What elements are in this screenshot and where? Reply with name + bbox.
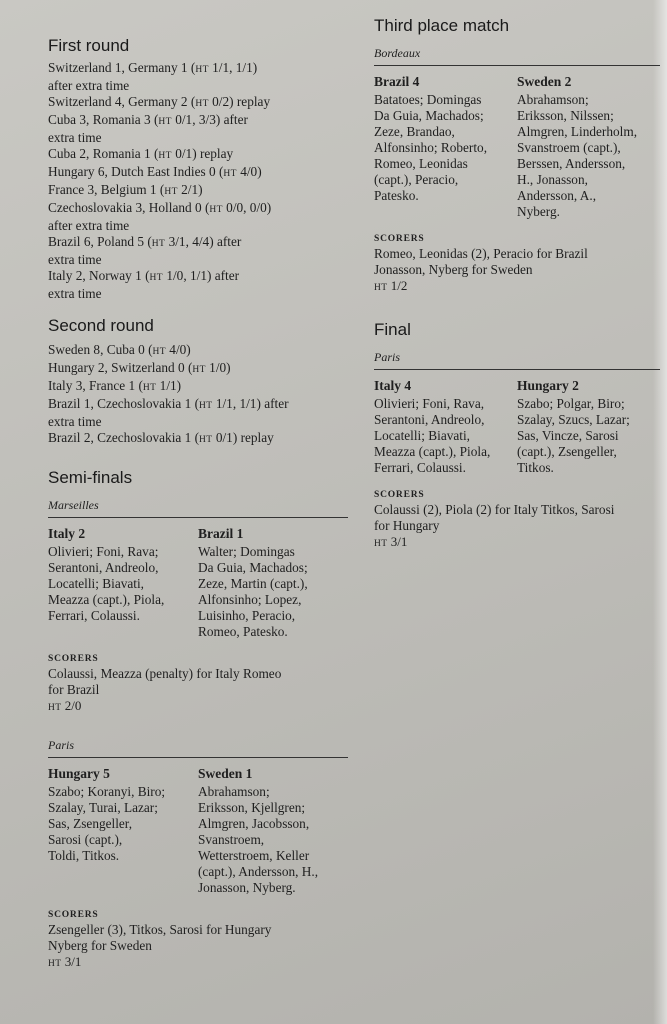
team-players (374, 396, 513, 476)
text-line: (capt.), Andersson, H., (198, 864, 319, 879)
lineups (374, 74, 660, 220)
scorers-label: SCORERS (374, 490, 425, 500)
divider (374, 65, 660, 66)
text-line: Romeo, Patesko. (198, 624, 288, 639)
text-line: Zsengeller (3), Titkos, Sarosi for Hungary (48, 922, 272, 937)
text-line: Jonasson, Nyberg for Sweden (374, 262, 533, 277)
text-line: Romeo, Leonidas (374, 156, 468, 171)
team-lineup (517, 378, 660, 476)
divider (48, 517, 348, 518)
team-name: Hungary 5 (48, 766, 110, 781)
text-line: Olivieri; Foni, Rava; (48, 544, 159, 559)
result-line: Brazil 2, Czechoslovakia 1 (HT 0/1) replay (48, 430, 274, 445)
text-line: Svanstroem, (198, 832, 265, 847)
semi-finals-section (48, 468, 348, 972)
scorers-text (374, 246, 660, 278)
scorers-text (48, 666, 348, 698)
team-name: Brazil 4 (374, 74, 420, 89)
team-lineup (517, 74, 660, 220)
semi-finals-title: Semi-finals (48, 468, 133, 487)
team-lineup (48, 766, 198, 896)
match-venue: Paris (374, 350, 401, 364)
result-line: France 3, Belgium 1 (HT 2/1) (48, 182, 203, 197)
scorers-label: SCORERS (48, 910, 99, 920)
match-venue: Bordeaux (374, 46, 421, 60)
team-lineup (374, 378, 517, 476)
third-place-title: Third place match (374, 16, 510, 35)
match-venue: Marseilles (48, 498, 99, 512)
half-time-score: HT 2/0 (48, 698, 82, 713)
final-title: Final (374, 320, 411, 339)
text-line: Zeze, Martin (capt.), (198, 576, 308, 591)
text-line: Andersson, A., (517, 188, 597, 203)
half-time-score: HT 3/1 (374, 534, 408, 549)
team-players (198, 784, 344, 896)
text-line: Locatelli; Biavati, (48, 576, 144, 591)
right-column (374, 16, 660, 552)
text-line: Abrahamson; (517, 92, 589, 107)
result-line: Sweden 8, Cuba 0 (HT 4/0) (48, 342, 191, 357)
scorers-text (374, 502, 660, 534)
text-line: (capt.), Peracio, (374, 172, 459, 187)
lineups (48, 526, 348, 640)
team-players (48, 784, 194, 864)
text-line: Walter; Domingas (198, 544, 295, 559)
text-line: (capt.), Zsengeller, (517, 444, 617, 459)
text-line: Da Guia, Machados; (198, 560, 308, 575)
result-line: extra time (48, 252, 102, 267)
team-name: Italy 4 (374, 378, 412, 393)
first-round-results (48, 60, 348, 302)
team-players (48, 544, 194, 624)
text-line: Alfonsinho; Lopez, (198, 592, 302, 607)
text-line: Szabo; Koranyi, Biro; (48, 784, 166, 799)
text-line: Jonasson, Nyberg. (198, 880, 296, 895)
text-line: Nyberg. (517, 204, 560, 219)
text-line: Szalay, Turai, Lazar; (48, 800, 158, 815)
result-line: Brazil 6, Poland 5 (HT 3/1, 4/4) after (48, 234, 242, 249)
result-line: after extra time (48, 78, 130, 93)
team-name: Hungary 2 (517, 378, 579, 393)
text-line: Serantoni, Andreolo, (48, 560, 159, 575)
text-line: Berssen, Andersson, (517, 156, 626, 171)
text-line: Sarosi (capt.), (48, 832, 123, 847)
text-line: H., Jonasson, (517, 172, 588, 187)
team-lineup (48, 526, 198, 640)
text-line: Eriksson, Nilssen; (517, 108, 614, 123)
third-place-section (374, 16, 660, 296)
result-line: extra time (48, 286, 102, 301)
result-line: Italy 3, France 1 (HT 1/1) (48, 378, 182, 393)
second-round-results (48, 342, 348, 448)
semi-final-match-1 (48, 498, 348, 716)
result-line: extra time (48, 414, 102, 429)
semi-final-match-2 (48, 738, 348, 972)
result-line: Italy 2, Norway 1 (HT 1/0, 1/1) after (48, 268, 240, 283)
text-line: Patesko. (374, 188, 419, 203)
team-players (374, 92, 513, 204)
match-venue: Paris (48, 738, 75, 752)
second-round-title: Second round (48, 316, 154, 335)
text-line: Romeo, Leonidas (2), Peracio for Brazil (374, 246, 588, 261)
text-line: Meazza (capt.), Piola, (374, 444, 491, 459)
text-line: Ferrari, Colaussi. (48, 608, 140, 623)
result-line: Cuba 3, Romania 3 (HT 0/1, 3/3) after (48, 112, 248, 127)
result-line: Hungary 6, Dutch East Indies 0 (HT 4/0) (48, 164, 262, 179)
team-name: Italy 2 (48, 526, 86, 541)
result-line: Czechoslovakia 3, Holland 0 (HT 0/0, 0/0) (48, 200, 272, 215)
scorers-text (48, 922, 348, 954)
text-line: Titkos. (517, 460, 554, 475)
team-name: Sweden 1 (198, 766, 253, 781)
team-name: Sweden 2 (517, 74, 572, 89)
text-line: Svanstroem (capt.), (517, 140, 621, 155)
text-line: Colaussi, Meazza (penalty) for Italy Romeo (48, 666, 282, 681)
text-line: Locatelli; Biavati, (374, 428, 470, 443)
result-line: after extra time (48, 218, 130, 233)
team-players (198, 544, 344, 640)
text-line: Ferrari, Colaussi. (374, 460, 466, 475)
half-time-score: HT 1/2 (374, 278, 408, 293)
text-line: Szabo; Polgar, Biro; (517, 396, 625, 411)
text-line: Almgren, Linderholm, (517, 124, 638, 139)
result-line: Switzerland 1, Germany 1 (HT 1/1, 1/1) (48, 60, 258, 75)
result-line: Cuba 2, Romania 1 (HT 0/1) replay (48, 146, 234, 161)
result-line: Hungary 2, Switzerland 0 (HT 1/0) (48, 360, 231, 375)
divider (48, 757, 348, 758)
team-players (517, 92, 656, 220)
text-line: Sas, Zsengeller, (48, 816, 133, 831)
text-line: Nyberg for Sweden (48, 938, 152, 953)
text-line: Colaussi (2), Piola (2) for Italy Titkos, Sarosi (374, 502, 615, 517)
final-section (374, 320, 660, 552)
text-line: Sas, Vincze, Sarosi (517, 428, 619, 443)
text-line: Batatoes; Domingas (374, 92, 482, 107)
lineups (48, 766, 348, 896)
text-line: Luisinho, Peracio, (198, 608, 296, 623)
half-time-score: HT 3/1 (48, 954, 82, 969)
text-line: Serantoni, Andreolo, (374, 412, 485, 427)
scorers-label: SCORERS (374, 234, 425, 244)
scorers-label: SCORERS (48, 654, 99, 664)
text-line: Abrahamson; (198, 784, 270, 799)
text-line: Alfonsinho; Roberto, (374, 140, 488, 155)
second-round-section (48, 316, 348, 448)
team-lineup (374, 74, 517, 220)
team-lineup (198, 526, 348, 640)
result-line: Switzerland 4, Germany 2 (HT 0/2) replay (48, 94, 271, 109)
text-line: Eriksson, Kjellgren; (198, 800, 306, 815)
text-line: for Hungary (374, 518, 440, 533)
text-line: for Brazil (48, 682, 100, 697)
text-line: Olivieri; Foni, Rava, (374, 396, 485, 411)
text-line: Da Guia, Machados; (374, 108, 484, 123)
text-line: Almgren, Jacobsson, (198, 816, 310, 831)
divider (374, 369, 660, 370)
result-line: Brazil 1, Czechoslovakia 1 (HT 1/1, 1/1) after (48, 396, 289, 411)
text-line: Meazza (capt.), Piola, (48, 592, 165, 607)
text-line: Toldi, Titkos. (48, 848, 120, 863)
team-name: Brazil 1 (198, 526, 244, 541)
text-line: Zeze, Brandao, (374, 124, 455, 139)
left-column (48, 36, 348, 972)
result-line: extra time (48, 130, 102, 145)
lineups (374, 378, 660, 476)
first-round-title: First round (48, 36, 130, 55)
team-players (517, 396, 656, 476)
team-lineup (198, 766, 348, 896)
text-line: Wetterstroem, Keller (198, 848, 310, 863)
text-line: Szalay, Szucs, Lazar; (517, 412, 630, 427)
first-round-section (48, 36, 348, 302)
